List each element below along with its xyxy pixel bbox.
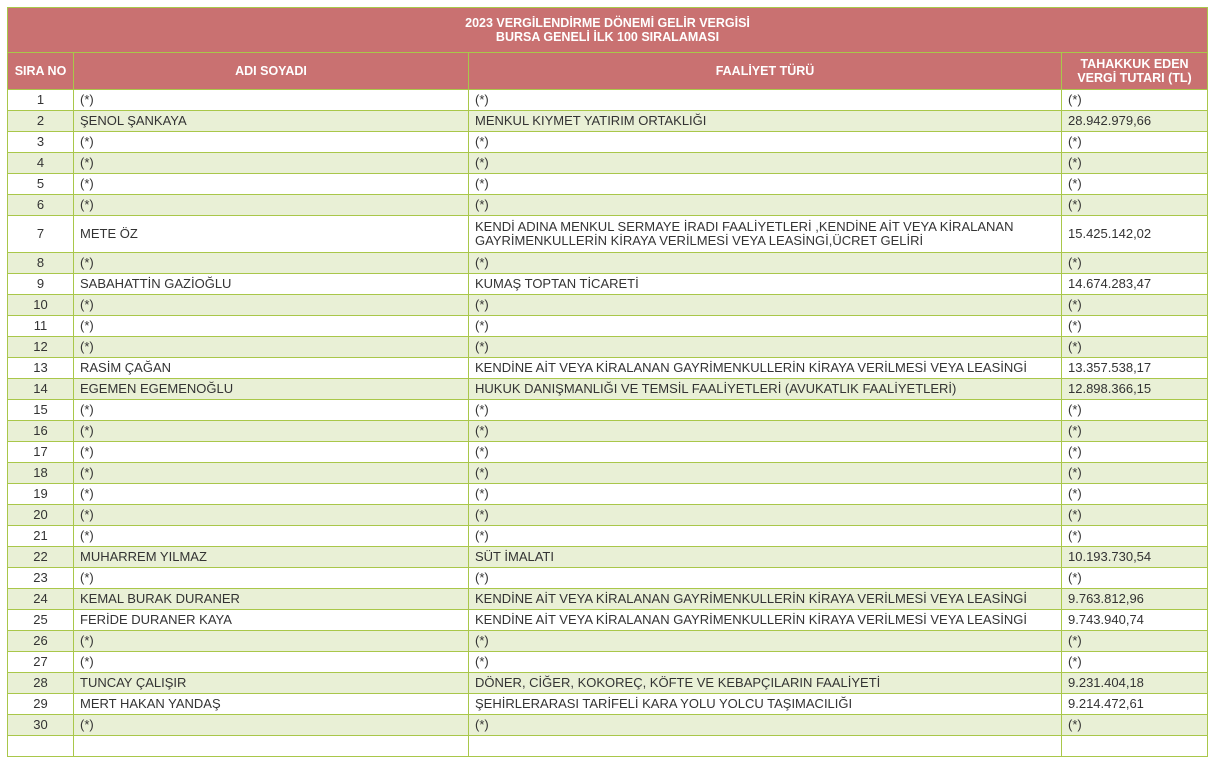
table-row	[8, 253, 1208, 274]
cell-name: (*)	[74, 337, 469, 358]
cell-name: (*)	[74, 652, 469, 673]
cell-amount: (*)	[1062, 484, 1208, 505]
table-row	[8, 216, 1208, 253]
cell-activity: (*)	[469, 652, 1062, 673]
cell-activity: (*)	[469, 90, 1062, 111]
cell-activity: (*)	[469, 715, 1062, 736]
cell-activity: DÖNER, CİĞER, KOKOREÇ, KÖFTE VE KEBAPÇILARIN FAALİYETİ	[469, 673, 1062, 694]
cell-activity: (*)	[469, 400, 1062, 421]
table-row	[8, 610, 1208, 631]
table-row	[8, 484, 1208, 505]
cell-name: (*)	[74, 568, 469, 589]
cell-amount: (*)	[1062, 568, 1208, 589]
cell-amount: (*)	[1062, 505, 1208, 526]
cell-activity: ŞEHİRLERARASI TARİFELİ KARA YOLU YOLCU TAŞIMACILIĞI	[469, 694, 1062, 715]
cell-rank: 18	[8, 463, 74, 484]
cell-activity	[469, 736, 1062, 757]
cell-activity: (*)	[469, 463, 1062, 484]
cell-activity: SÜT İMALATI	[469, 547, 1062, 568]
cell-activity: (*)	[469, 174, 1062, 195]
cell-amount: 13.357.538,17	[1062, 358, 1208, 379]
cell-name: FERİDE DURANER KAYA	[74, 610, 469, 631]
cell-rank: 22	[8, 547, 74, 568]
cell-name: (*)	[74, 505, 469, 526]
cell-amount: (*)	[1062, 442, 1208, 463]
cell-name: (*)	[74, 153, 469, 174]
cell-name	[74, 736, 469, 757]
cell-activity: KENDİNE AİT VEYA KİRALANAN GAYRİMENKULLERİN KİRAYA VERİLMESİ VEYA LEASİNGİ	[469, 589, 1062, 610]
cell-activity: (*)	[469, 253, 1062, 274]
cell-name: (*)	[74, 90, 469, 111]
cell-activity: (*)	[469, 316, 1062, 337]
cell-name: METE ÖZ	[74, 216, 469, 253]
cell-amount: (*)	[1062, 337, 1208, 358]
table-row	[8, 153, 1208, 174]
table-row	[8, 132, 1208, 153]
cell-amount: (*)	[1062, 132, 1208, 153]
cell-rank: 23	[8, 568, 74, 589]
cell-name: (*)	[74, 316, 469, 337]
cell-activity: (*)	[469, 484, 1062, 505]
table-row	[8, 694, 1208, 715]
cell-activity: (*)	[469, 568, 1062, 589]
cell-rank: 29	[8, 694, 74, 715]
table-row	[8, 568, 1208, 589]
cell-activity: (*)	[469, 526, 1062, 547]
cell-activity: KENDİ ADINA MENKUL SERMAYE İRADI FAALİYETLERİ ,KENDİNE AİT VEYA KİRALANAN GAYRİMENKULLERİN KİRAYA VERİLMESİ VEYA LEASİNGİ,ÜCRET GELİRİ	[469, 216, 1062, 253]
cell-name: (*)	[74, 463, 469, 484]
cell-activity: KENDİNE AİT VEYA KİRALANAN GAYRİMENKULLERİN KİRAYA VERİLMESİ VEYA LEASİNGİ	[469, 610, 1062, 631]
cell-name: (*)	[74, 442, 469, 463]
cell-activity: (*)	[469, 631, 1062, 652]
cell-rank: 15	[8, 400, 74, 421]
cell-name: (*)	[74, 132, 469, 153]
table-row	[8, 589, 1208, 610]
table-row	[8, 195, 1208, 216]
table-row	[8, 400, 1208, 421]
cell-amount: 14.674.283,47	[1062, 274, 1208, 295]
table-row	[8, 174, 1208, 195]
cell-name: (*)	[74, 631, 469, 652]
cell-name: RASİM ÇAĞAN	[74, 358, 469, 379]
cell-amount: (*)	[1062, 652, 1208, 673]
table-row	[8, 337, 1208, 358]
cell-name: (*)	[74, 421, 469, 442]
cell-name: MERT HAKAN YANDAŞ	[74, 694, 469, 715]
table-row	[8, 736, 1208, 757]
cell-rank: 9	[8, 274, 74, 295]
cell-rank: 4	[8, 153, 74, 174]
cell-activity: KENDİNE AİT VEYA KİRALANAN GAYRİMENKULLERİN KİRAYA VERİLMESİ VEYA LEASİNGİ	[469, 358, 1062, 379]
cell-rank: 26	[8, 631, 74, 652]
cell-name: MUHARREM YILMAZ	[74, 547, 469, 568]
cell-activity: KUMAŞ TOPTAN TİCARETİ	[469, 274, 1062, 295]
cell-name: (*)	[74, 253, 469, 274]
table-row	[8, 111, 1208, 132]
cell-name: KEMAL BURAK DURANER	[74, 589, 469, 610]
cell-name: (*)	[74, 295, 469, 316]
cell-amount: 9.231.404,18	[1062, 673, 1208, 694]
cell-activity: (*)	[469, 442, 1062, 463]
cell-rank: 30	[8, 715, 74, 736]
table-row	[8, 463, 1208, 484]
cell-amount: 9.763.812,96	[1062, 589, 1208, 610]
header-name: ADI SOYADI	[74, 53, 469, 90]
table-row	[8, 547, 1208, 568]
cell-name: TUNCAY ÇALIŞIR	[74, 673, 469, 694]
cell-amount: (*)	[1062, 526, 1208, 547]
cell-rank: 21	[8, 526, 74, 547]
cell-rank: 17	[8, 442, 74, 463]
cell-amount: (*)	[1062, 400, 1208, 421]
cell-name: SABAHATTİN GAZİOĞLU	[74, 274, 469, 295]
cell-amount: 10.193.730,54	[1062, 547, 1208, 568]
table-row	[8, 421, 1208, 442]
cell-name: ŞENOL ŞANKAYA	[74, 111, 469, 132]
cell-rank: 10	[8, 295, 74, 316]
cell-rank: 14	[8, 379, 74, 400]
table-row	[8, 316, 1208, 337]
cell-rank: 16	[8, 421, 74, 442]
ranking-table-container	[7, 7, 1207, 757]
cell-activity: MENKUL KIYMET YATIRIM ORTAKLIĞI	[469, 111, 1062, 132]
cell-rank: 3	[8, 132, 74, 153]
cell-amount: 9.214.472,61	[1062, 694, 1208, 715]
cell-rank: 5	[8, 174, 74, 195]
cell-amount: (*)	[1062, 715, 1208, 736]
cell-amount: (*)	[1062, 195, 1208, 216]
cell-amount: 9.743.940,74	[1062, 610, 1208, 631]
header-activity: FAALİYET TÜRÜ	[469, 53, 1062, 90]
cell-name: (*)	[74, 400, 469, 421]
header-amount-line2: VERGİ TUTARI (TL)	[1077, 71, 1192, 85]
cell-name: (*)	[74, 715, 469, 736]
cell-activity: (*)	[469, 421, 1062, 442]
cell-activity: (*)	[469, 337, 1062, 358]
cell-amount: (*)	[1062, 253, 1208, 274]
cell-amount: (*)	[1062, 316, 1208, 337]
table-row	[8, 379, 1208, 400]
cell-name: (*)	[74, 174, 469, 195]
cell-rank: 25	[8, 610, 74, 631]
cell-amount: (*)	[1062, 153, 1208, 174]
cell-rank: 27	[8, 652, 74, 673]
cell-amount: 12.898.366,15	[1062, 379, 1208, 400]
cell-rank: 6	[8, 195, 74, 216]
cell-amount: (*)	[1062, 421, 1208, 442]
table-header-row	[8, 53, 1208, 90]
table-row	[8, 90, 1208, 111]
cell-rank: 11	[8, 316, 74, 337]
cell-activity: (*)	[469, 505, 1062, 526]
cell-rank: 12	[8, 337, 74, 358]
cell-rank	[8, 736, 74, 757]
cell-name: (*)	[74, 526, 469, 547]
table-title-line2: BURSA GENELİ İLK 100 SIRALAMASI	[495, 30, 720, 44]
tax-ranking-table	[7, 7, 1208, 757]
header-rank: SIRA NO	[8, 53, 74, 90]
cell-amount: (*)	[1062, 90, 1208, 111]
cell-amount: (*)	[1062, 463, 1208, 484]
cell-rank: 20	[8, 505, 74, 526]
cell-rank: 8	[8, 253, 74, 274]
cell-rank: 7	[8, 216, 74, 253]
table-row	[8, 442, 1208, 463]
table-row	[8, 358, 1208, 379]
cell-activity: HUKUK DANIŞMANLIĞI VE TEMSİL FAALİYETLERİ (AVUKATLIK FAALİYETLERİ)	[469, 379, 1062, 400]
header-amount-line1: TAHAKKUK EDEN	[1080, 57, 1189, 71]
table-row	[8, 505, 1208, 526]
table-body	[8, 90, 1208, 757]
cell-rank: 2	[8, 111, 74, 132]
table-row	[8, 673, 1208, 694]
cell-amount: (*)	[1062, 631, 1208, 652]
cell-rank: 13	[8, 358, 74, 379]
cell-activity: (*)	[469, 132, 1062, 153]
cell-name: EGEMEN EGEMENOĞLU	[74, 379, 469, 400]
table-row	[8, 274, 1208, 295]
cell-amount: (*)	[1062, 174, 1208, 195]
table-row	[8, 295, 1208, 316]
cell-amount: 15.425.142,02	[1062, 216, 1208, 253]
table-title	[8, 8, 1208, 53]
cell-rank: 24	[8, 589, 74, 610]
table-row	[8, 652, 1208, 673]
cell-rank: 1	[8, 90, 74, 111]
header-amount	[1062, 53, 1208, 90]
cell-rank: 19	[8, 484, 74, 505]
cell-activity: (*)	[469, 295, 1062, 316]
table-title-row	[8, 8, 1208, 53]
table-row	[8, 526, 1208, 547]
cell-amount	[1062, 736, 1208, 757]
table-title-line1: 2023 VERGİLENDİRME DÖNEMİ GELİR VERGİSİ	[465, 16, 750, 30]
cell-name: (*)	[74, 195, 469, 216]
cell-rank: 28	[8, 673, 74, 694]
table-row	[8, 631, 1208, 652]
cell-amount: 28.942.979,66	[1062, 111, 1208, 132]
cell-activity: (*)	[469, 195, 1062, 216]
cell-name: (*)	[74, 484, 469, 505]
table-row	[8, 715, 1208, 736]
cell-activity: (*)	[469, 153, 1062, 174]
cell-amount: (*)	[1062, 295, 1208, 316]
